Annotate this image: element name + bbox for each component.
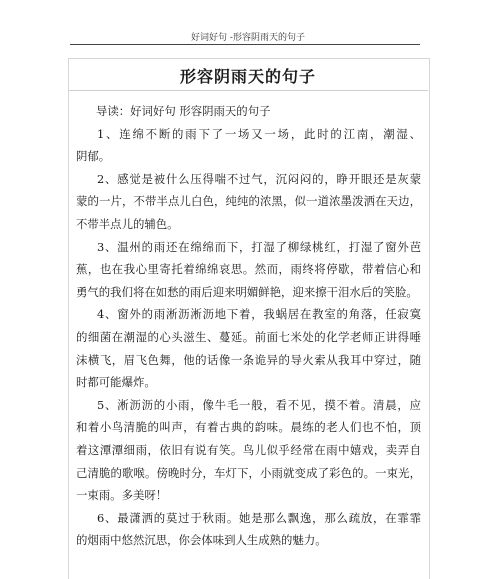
body-line: 的烟雨中悠然沉思，你会体味到人生成熟的魅力。 xyxy=(76,533,327,548)
document-body xyxy=(76,100,421,552)
body-line: 时都可能爆炸。 xyxy=(76,375,156,390)
body-line: 1、连绵不断的雨下了一场又一场，此时的江南，潮湿、 xyxy=(97,126,421,141)
body-line: 蕉，也在我心里寄托着绵绵哀思。然而，雨终将停歇，带着信心和 xyxy=(76,262,421,277)
body-line: 和着小鸟清脆的叫声，有着古典的韵味。晨练的老人们也不怕，顶 xyxy=(76,420,421,435)
title-divider xyxy=(69,90,428,91)
body-line: 着这潭潭细雨，依旧有说有笑。鸟儿似乎经常在雨中嬉戏，卖弄自 xyxy=(76,442,421,457)
body-line: 沫横飞，眉飞色舞，他的话像一条诡异的导火索从我耳中穿过，随 xyxy=(76,352,421,367)
body-line: 导读：好词好句 形容阴雨天的句子 xyxy=(96,104,271,118)
body-line: 勇气的我们将在如愁的雨后迎来明媚鲜艳，迎来擦干泪水后的笑脸。 xyxy=(76,284,418,299)
body-line: 一束雨。多美呀！ xyxy=(76,488,168,503)
body-line: 不带半点儿的辅色。 xyxy=(76,216,179,231)
body-line: 己清脆的歌喉。傍晚时分，车灯下，小雨就变成了彩色的。一束光， xyxy=(76,465,421,480)
body-line: 的细菌在潮湿的心头滋生、蔓延。前面七米处的化学老师正讲得唾 xyxy=(76,329,421,344)
body-line: 3、温州的雨还在绵绵而下，打湿了柳绿桃红，打湿了窗外芭 xyxy=(97,239,421,254)
body-line: 阴郁。 xyxy=(76,149,111,164)
body-line: 蒙的一片，不带半点儿白色，纯纯的浓黑，似一道浓墨泼洒在天边， xyxy=(76,194,421,209)
body-line: 6、最潇洒的莫过于秋雨。她是那么飘逸，那么疏放，在霏霏 xyxy=(97,510,421,525)
body-line: 4、窗外的雨淅沥淅沥地下着，我蜗居在教室的角落，任寂寞 xyxy=(97,307,421,322)
running-header: 好词好句 -形容阴雨天的句子 xyxy=(191,33,305,43)
body-line: 2、感觉是被什么压得喘不过气，沉闷闷的，睁开眼还是灰蒙 xyxy=(97,171,421,186)
body-line: 5、淅沥沥的小雨，像牛毛一般，看不见，摸不着。清晨，应 xyxy=(97,397,421,412)
document-title: 形容阴雨天的句子 xyxy=(179,67,316,86)
header-divider xyxy=(70,44,420,45)
